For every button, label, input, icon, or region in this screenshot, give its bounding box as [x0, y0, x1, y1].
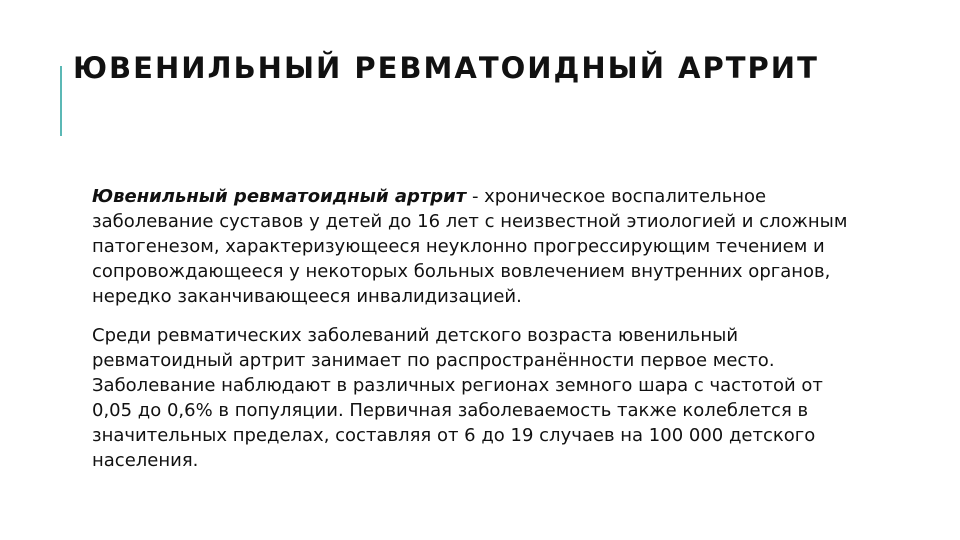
- slide-body: [92, 184, 852, 473]
- definition-paragraph: [92, 184, 852, 309]
- slide-title: ЮВЕНИЛЬНЫЙ РЕВМАТОИДНЫЙ АРТРИТ: [73, 51, 819, 85]
- definition-text: - хроническое воспалительное заболевание суставов у детей до 16 лет с неизвестной этиологией и сложным патогенезом, характеризующееся неуклонно прогрессирующим течением и сопровождающееся у некоторых больных вовлечением внутренних органов, нередко заканчивающееся инвалидизацией.: [92, 186, 848, 307]
- prevalence-paragraph: Среди ревматических заболеваний детского возраста ювенильный ревматоидный артрит занимает по распространённости первое место. Заболевание наблюдают в различных регионах земного шара с частотой от 0,05 до 0,6% в популяции. Первичная заболеваемость также колеблется в значительных пределах, составляя от 6 до 19 случаев на 100 000 детского населения.: [92, 325, 823, 471]
- defined-term: Ювенильный ревматоидный артрит: [92, 186, 467, 207]
- title-accent-bar: [60, 66, 62, 136]
